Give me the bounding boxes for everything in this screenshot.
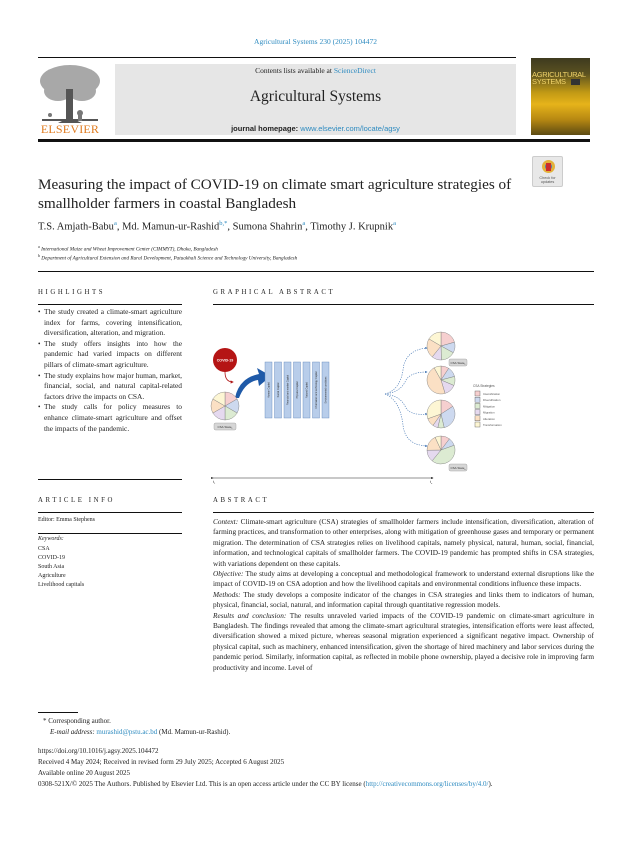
pie-csa-state-start	[211, 392, 239, 420]
contents-line	[115, 66, 516, 75]
legend-swatch	[475, 416, 480, 421]
journal-cover-image[interactable]	[531, 58, 590, 135]
pie-csa-state-1	[427, 332, 455, 360]
affiliation-mark: a	[38, 244, 40, 249]
legend-label: Diversification	[483, 398, 501, 403]
covid-arrow	[225, 372, 233, 382]
author-name[interactable]: Timothy J. Krupnik	[310, 221, 394, 233]
keyword: Agriculture	[38, 573, 66, 579]
abstract-label: Results and conclusion:	[213, 610, 287, 620]
abstract-text: The study develops a composite indicator of the changes in CSA strategies and links them to indicators of human, physical, financial, social, natural, and information capital through quantitative regression models.	[213, 589, 594, 610]
highlight-item: • The study explains how major human, market, financial, social, and natural capital-related factors drive the impacts on CSA.	[38, 371, 182, 403]
csa-state-n-label: CSA State$_n$	[450, 466, 466, 471]
time-start-label: $t_1$	[213, 480, 216, 485]
affiliation-text: International Maize and Wheat Improvement Center (CIMMYT), Dhaka, Bangladesh	[41, 246, 218, 253]
highlight-item: • The study offers insights into how the pandemic had varied impacts on different pillars of climate-smart agriculture.	[38, 339, 182, 371]
article-info-heading: ARTICLE INFO	[38, 497, 116, 504]
cover-decoration	[571, 79, 580, 85]
abstract-heading: ABSTRACT	[213, 497, 270, 504]
header-top-rule	[38, 57, 516, 58]
cover-title-line1: AGRICULTURAL	[532, 70, 586, 79]
highlights-bottom-rule	[38, 479, 182, 480]
highlights-list	[38, 307, 182, 434]
affiliation-text: Department of Agricultural Extension and Rural Development, Patuakhali Science and Technology University, Bangladesh	[41, 255, 298, 262]
affiliation-mark: b	[38, 253, 40, 258]
keywords-list	[38, 545, 84, 590]
capital-label: Natural Capital	[305, 382, 309, 398]
license-link[interactable]: http://creativecommons.org/licenses/by/4.0/	[365, 780, 489, 788]
cover-title-line2: SYSTEMS	[532, 77, 566, 86]
graphical-abstract-heading: GRAPHICAL ABSTRACT	[213, 289, 336, 296]
contents-prefix: Contents lists available at	[255, 66, 334, 75]
homepage-link[interactable]: www.elsevier.com/locate/agsy	[300, 124, 400, 133]
publisher-wordmark: ELSEVIER	[40, 122, 100, 136]
capital-label: Social Capital	[276, 382, 280, 398]
author-affiliation-mark[interactable]: a	[113, 220, 117, 227]
section-divider	[38, 271, 594, 272]
pie-csa-state-4	[427, 436, 455, 464]
author-name[interactable]: Sumona Shahrin	[232, 221, 303, 233]
keyword: South Asia	[38, 564, 65, 570]
csa-state-start-label: CSA State$_1$	[217, 425, 233, 430]
legend-swatch	[475, 410, 480, 415]
journal-reference[interactable]: Agricultural Systems 230 (2025) 104472	[254, 37, 377, 46]
branch-arrow	[385, 372, 427, 394]
keywords-label: Keywords:	[38, 536, 64, 542]
highlight-item: • The study created a climate-smart agriculture index for farms, covering intensification, diversification, alteration, and migration.	[38, 307, 182, 339]
abstract-methods	[213, 590, 594, 611]
article-title: Measuring the impact of COVID-19 on climate smart agriculture strategies of smallholder farmers in coastal Bangladesh	[38, 176, 512, 212]
author-affiliation-mark[interactable]: a	[302, 220, 306, 227]
email-line	[50, 728, 230, 736]
author-affiliation-mark[interactable]: b,*	[219, 220, 228, 227]
author-name[interactable]: Md. Mamun-ur-Rashid	[122, 221, 220, 233]
license-prefix: 0308-521X/© 2025 The Authors. Published by Elsevier Ltd. This is an open access article under the CC BY license (	[38, 780, 366, 788]
abstract-context	[213, 517, 594, 569]
abstract-text: The results unraveled varied impacts of the COVID-19 pandemic on climate-smart agriculture in Bangladesh. The findings revealed that among the climate-smart agricultural strategies, intensification efforts were least affected, diversification showed a mixed picture, whereas seasonal migration experienced a significant negative impact. Ownership of physical capital, such as machinery, enhanced intensification, given the shortage of hired machinery and labor services during the pandemic period. Similarly, information capital, as reflected in mobile phone ownership, played a decisive role in improving farm productivity and income. Level of	[213, 610, 594, 672]
highlights-heading: HIGHLIGHTS	[38, 289, 106, 296]
homepage-line	[115, 124, 516, 133]
legend	[475, 391, 502, 427]
legend-label: Alteration	[483, 416, 495, 421]
header-bottom-rule	[38, 139, 590, 142]
pie-csa-state-3	[427, 400, 455, 428]
graphical-abstract-figure[interactable]	[205, 310, 595, 490]
affiliation	[38, 244, 218, 253]
editor-line: Editor: Emma Stephens	[38, 517, 95, 523]
abstract-rule	[213, 512, 594, 513]
legend-swatch	[475, 397, 480, 402]
homepage-prefix: journal homepage:	[231, 124, 301, 133]
author-name[interactable]: T.S. Amjath-Babu	[38, 221, 114, 233]
abstract-label: Methods:	[213, 589, 241, 599]
check-updates-label: Check for updates	[539, 176, 556, 185]
keyword: COVID-19	[38, 555, 65, 561]
legend-label: Mitigation	[483, 404, 495, 409]
abstract-label: Objective:	[213, 569, 244, 579]
covid-label: COVID-19	[216, 358, 234, 363]
legend-swatch	[475, 391, 480, 396]
abstract-label: Context:	[213, 517, 239, 526]
branch-arrows	[385, 348, 427, 446]
sciencedirect-link[interactable]: ScienceDirect	[333, 66, 376, 75]
capital-label: Environmental conditions	[324, 376, 328, 404]
email-label: E-mail address:	[50, 728, 97, 736]
csa-state-1-label: CSA State$_1$	[450, 361, 466, 366]
article-info-rule-2	[38, 533, 182, 534]
bookmark-icon	[546, 163, 551, 171]
check-for-updates-button[interactable]	[532, 156, 563, 187]
capital-label: Human Capital	[267, 382, 271, 398]
abstract-text: The study aims at developing a conceptual and methodological framework to understand external disruptions like the impact of COVID-19 on CSA adoption and how the livelihood capitals and environmental conditions influence these impacts.	[213, 569, 594, 589]
email-owner: (Md. Mamun-ur-Rashid).	[157, 728, 231, 736]
legend-swatch	[475, 422, 480, 427]
abstract-objective	[213, 569, 594, 590]
abstract-results	[213, 611, 594, 673]
affiliation	[38, 253, 297, 262]
journal-title: Agricultural Systems	[249, 88, 382, 105]
article-info-rule	[38, 512, 182, 513]
available-online: Available online 20 August 2025	[38, 769, 131, 777]
livelihood-capitals	[265, 362, 329, 418]
highlights-rule	[38, 304, 182, 305]
legend-swatch	[475, 403, 480, 408]
branch-arrow	[385, 348, 427, 394]
received-dates: Received 4 May 2024; Received in revised form 29 July 2025; Accepted 6 August 2025	[38, 758, 285, 766]
legend-label: Transformation	[483, 423, 502, 427]
license-suffix: ).	[488, 780, 493, 788]
legend-label: Intensification	[483, 392, 501, 396]
email-link[interactable]: murashid@pstu.ac.bd	[96, 728, 158, 736]
author-affiliation-mark[interactable]: a	[393, 220, 396, 227]
pie-csa-state-2	[427, 366, 455, 394]
keyword: CSA	[38, 546, 50, 552]
capital-label: Physical Capital	[295, 381, 299, 399]
abstract-text: Climate-smart agriculture (CSA) strategies of smallholder farmers include intensification, diversification, alteration of farming practices, and transformation to other enterprises, along with mitigation of greenhouse gases and temporary or permanent migration. The determination of CSA strategies relies on livelihood capitals, namely physical, natural, human, social, financial, information, and technological capitals of smallholder farmers. The COVID-19 pandemic has prompted shifts in CSA strategies, with variations dependent on these capitals.	[213, 517, 594, 568]
highlight-item: • The study calls for policy measures to enhance climate-smart agriculture and offset the impacts of the pandemic.	[38, 402, 182, 434]
license-line	[38, 780, 493, 788]
legend-title: CSA Strategies	[473, 384, 495, 388]
time-end-label: $t_n$	[430, 480, 433, 485]
legend-label: Migration	[483, 410, 495, 415]
footnote-rule	[38, 712, 78, 713]
branch-arrow	[385, 394, 427, 446]
branch-arrow	[385, 394, 427, 414]
doi-link[interactable]: https://doi.org/10.1016/j.agsy.2025.104472	[38, 747, 159, 755]
corresponding-author-note: * Corresponding author.	[43, 717, 111, 725]
capital-label: Financial and market Capital	[286, 374, 290, 406]
author-list: T.S. Amjath-Babu$^a$, Md. Mamun-ur-Rashid$^{b,*}$, Sumona Shahrin$^a$, Timothy J. Krupnik$^a$	[38, 220, 396, 233]
abstract-body	[213, 517, 594, 673]
capital-label: Information and technology Capital	[314, 371, 318, 409]
keyword: Livelihood capitals	[38, 582, 85, 588]
graphical-abstract-rule	[213, 304, 594, 305]
